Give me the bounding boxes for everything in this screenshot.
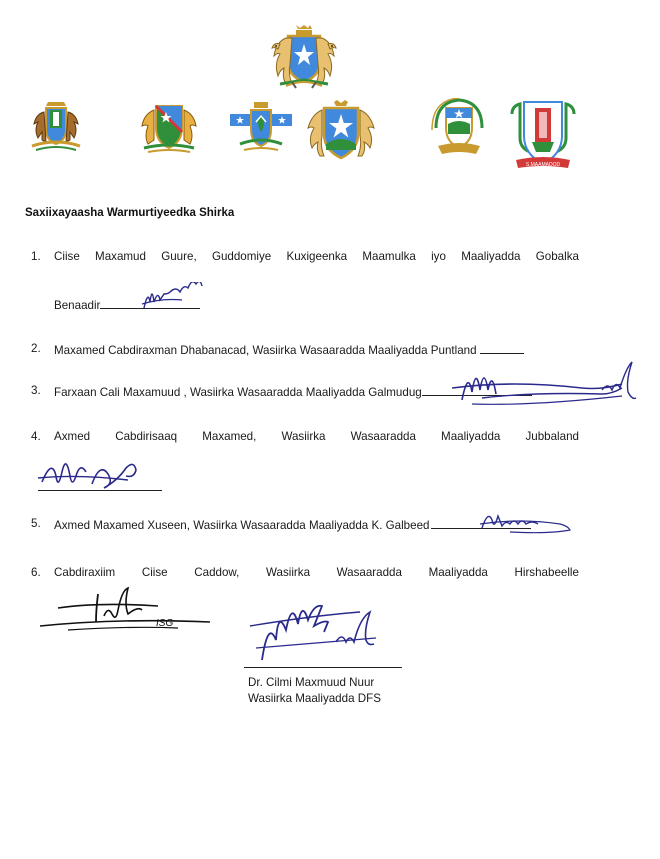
jubbaland-emblem [134,100,204,156]
signatory-1-continuation: Benaadir [54,297,200,313]
item-number-1: 1. [31,250,41,263]
item-number-4: 4. [31,430,41,443]
document-heading: Saxiixayaasha Warmurtiyeedka Shirka [25,207,235,219]
signatory-6-text: Cabdiraxiim Ciise Caddow, Wasiirka Wasaaradda Maaliyadda Hirshabeelle [54,566,579,579]
south-west-emblem [508,98,578,172]
signatory-4-text: Axmed Cabdirisaaq Maxamed, Wasiirka Wasaaradda Maaliyadda Jubbaland [54,430,579,443]
signature-1 [140,282,210,314]
item-number-6: 6. [31,566,41,579]
signature-6-mark: ISG [156,618,174,629]
signature-6 [38,586,214,634]
item-number-3: 3. [31,384,41,397]
signature-4 [36,452,146,496]
signature-5 [478,506,578,536]
signatory-3-text: Farxaan Cali Maxamuud , Wasiirka Wasaaradda Maaliyadda Galmudug [54,384,532,400]
signature-dfs-line [244,667,402,668]
signatory-1-text: Ciise Maxamud Guure, Guddomiye Kuxigeenka Maamulka iyo Maaliyadda Gobalka [54,250,579,263]
item-number-5: 5. [31,517,41,530]
emblem-6-banner-text: S.MAAMADOD [525,162,561,168]
signature-3 [452,360,637,416]
footer-title: Wasiirka Maaliyadda DFS [248,692,381,705]
somalia-coat-of-arms [256,24,352,94]
item-number-2: 2. [31,342,41,355]
benaadir-emblem [24,100,88,156]
signatory-5-text: Axmed Maxamed Xuseen, Wasiirka Wasaaradda Maaliyadda K. Galbeed [54,517,531,533]
signatory-2-text: Maxamed Cabdiraxman Dhabanacad, Wasiirka Wasaaradda Maaliyadda Puntland [54,342,524,358]
hirshabeelle-emblem [424,98,494,160]
footer-name: Dr. Cilmi Maxmuud Nuur [248,676,375,689]
signature-dfs [246,596,396,668]
galmudug-emblem [226,100,296,156]
puntland-emblem [296,100,386,160]
